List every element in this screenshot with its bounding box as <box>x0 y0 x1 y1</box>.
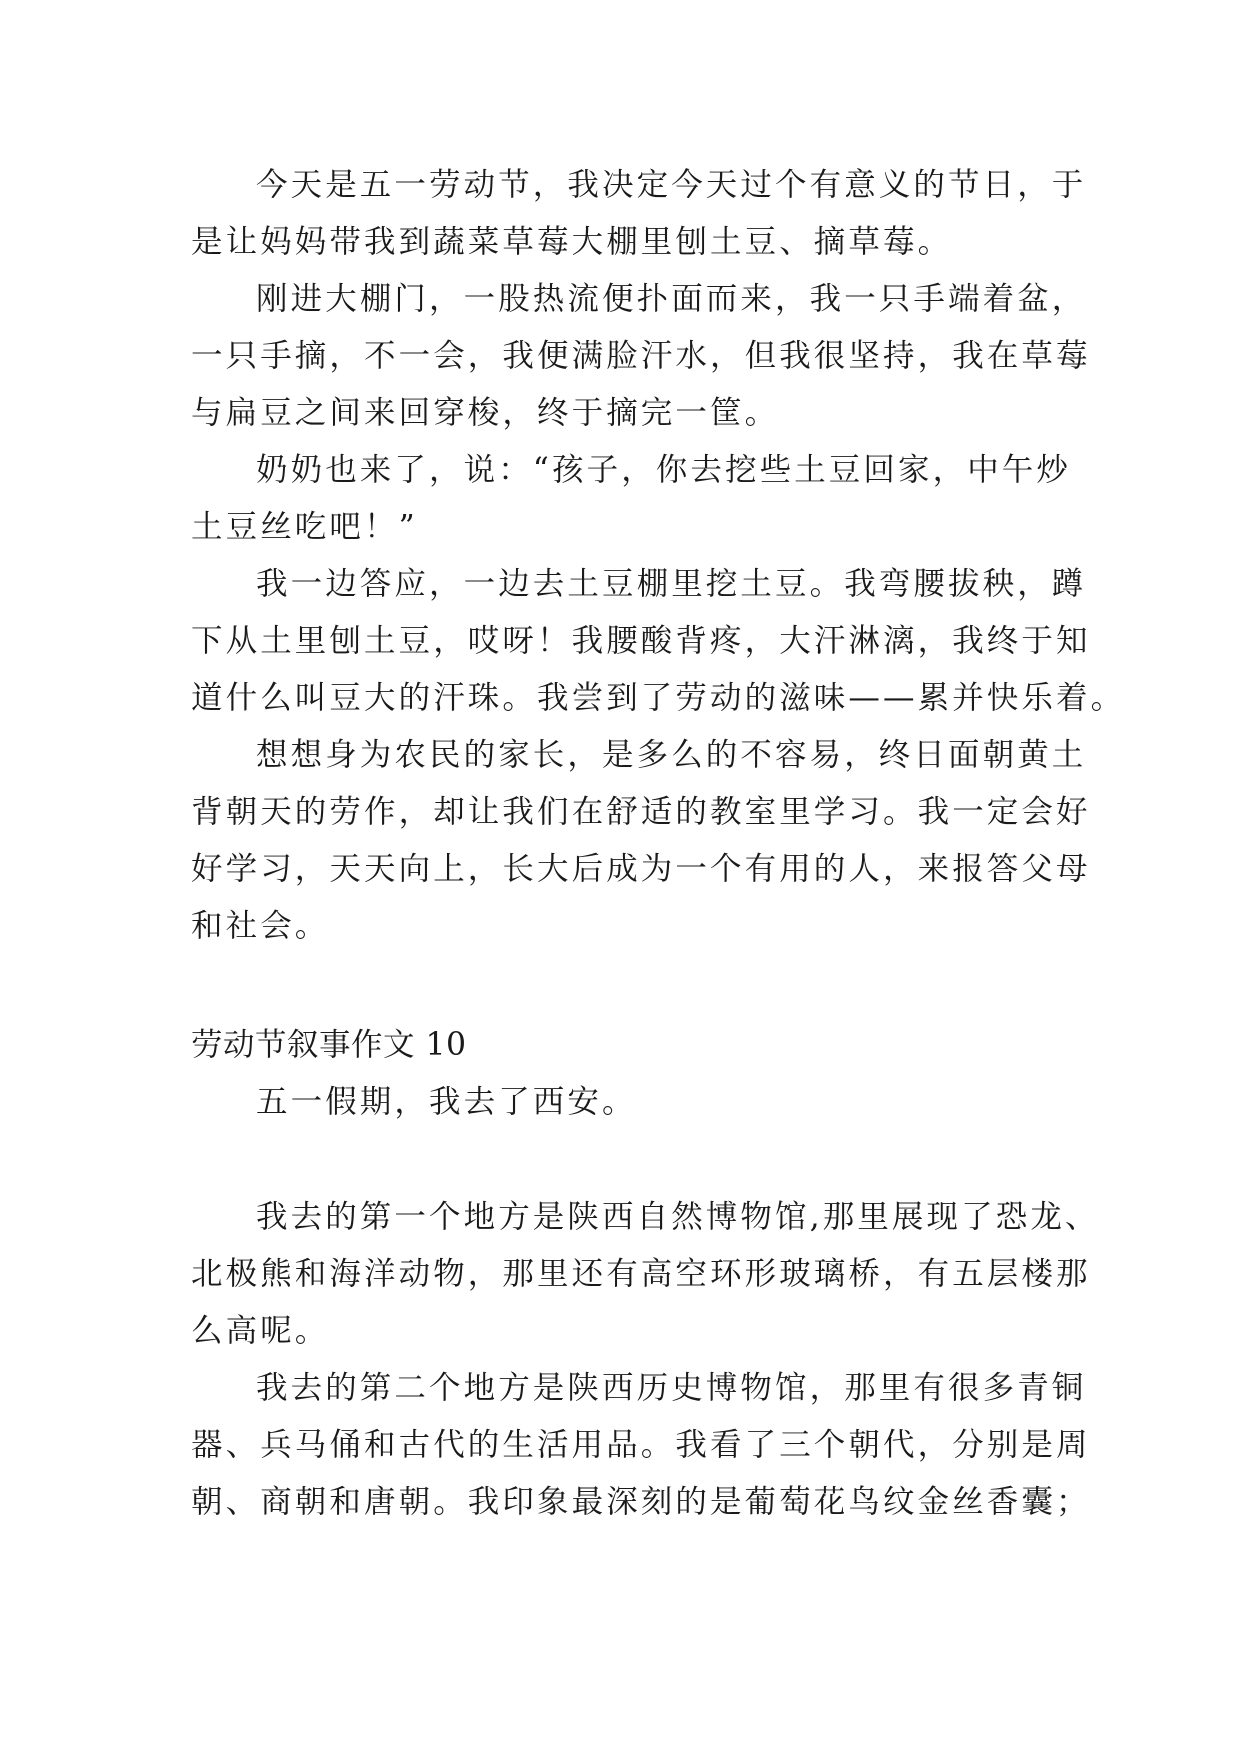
paragraph-line: 奶奶也来了，说：“孩子，你去挖些土豆回家，中午炒 <box>256 452 1072 488</box>
paragraph-line: 与扁豆之间来回穿梭，终于摘完一筐。 <box>191 395 780 431</box>
section-heading: 劳动节叙事作文 10 <box>191 1027 467 1063</box>
paragraph-line: 刚进大棚门，一股热流便扑面而来，我一只手端着盆， <box>256 281 1087 317</box>
paragraph-line: 我去的第一个地方是陕西自然博物馆,那里展现了恐龙、 <box>256 1199 1100 1235</box>
paragraph-line: 道什么叫豆大的汗珠。我尝到了劳动的滋味——累并快乐着。 <box>191 680 1126 716</box>
paragraph-line: 一只手摘，不一会，我便满脸汗水，但我很坚持，我在草莓 <box>191 338 1091 374</box>
paragraph-line: 么高呢。 <box>191 1313 330 1349</box>
paragraph-line: 土豆丝吃吧！” <box>191 509 418 545</box>
paragraph-line: 背朝天的劳作，却让我们在舒适的教室里学习。我一定会好 <box>191 794 1091 830</box>
paragraph-line: 器、兵马俑和古代的生活用品。我看了三个朝代，分别是周 <box>191 1427 1091 1463</box>
paragraph-line: 今天是五一劳动节，我决定今天过个有意义的节日，于 <box>256 167 1087 203</box>
paragraph-line: 下从土里刨土豆，哎呀！我腰酸背疼，大汗淋漓，我终于知 <box>191 623 1091 659</box>
paragraph-line: 我一边答应，一边去土豆棚里挖土豆。我弯腰拔秧，蹲 <box>256 566 1087 602</box>
paragraph-line: 北极熊和海洋动物，那里还有高空环形玻璃桥，有五层楼那 <box>191 1256 1091 1292</box>
paragraph-line: 朝、商朝和唐朝。我印象最深刻的是葡萄花鸟纹金丝香囊； <box>191 1484 1091 1520</box>
paragraph-line: 五一假期，我去了西安。 <box>256 1084 637 1120</box>
paragraph-line: 我去的第二个地方是陕西历史博物馆，那里有很多青铜 <box>256 1370 1087 1406</box>
paragraph-line: 想想身为农民的家长，是多么的不容易，终日面朝黄土 <box>256 737 1087 773</box>
paragraph-line: 好学习，天天向上，长大后成为一个有用的人，来报答父母 <box>191 851 1091 887</box>
paragraph-line: 和社会。 <box>191 908 330 944</box>
paragraph-line: 是让妈妈带我到蔬菜草莓大棚里刨土豆、摘草莓。 <box>191 224 953 260</box>
